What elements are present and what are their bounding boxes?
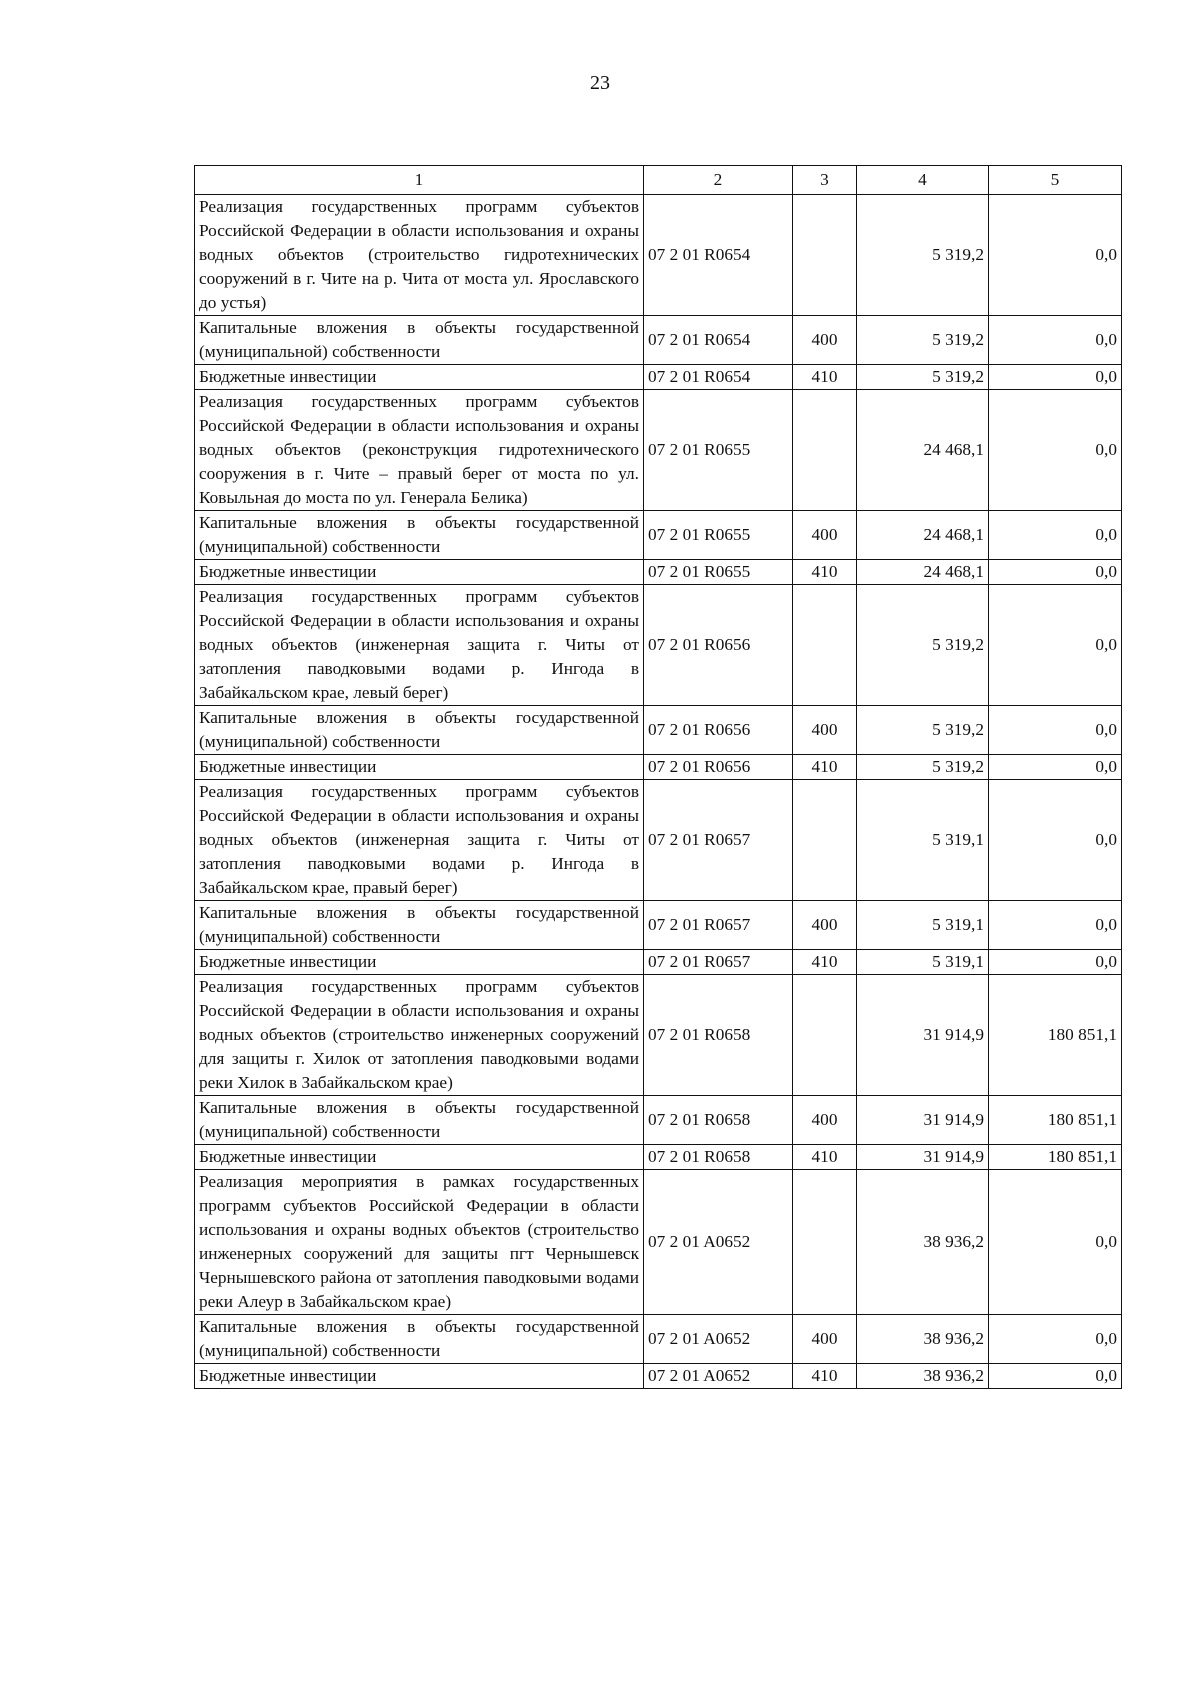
row-amount-col5: 180 851,1 [989,975,1122,1096]
row-description: Реализация государственных программ субъектов Российской Федерации в области использования и охраны водных объектов (реконструкция гидротехнического сооружения в г. Чите – правый берег от моста по ул. Ковыльная до моста по ул. Генерала Белика) [195,390,644,511]
table-row [195,1315,1122,1364]
row-description: Бюджетные инвестиции [195,950,644,975]
row-code: 07 2 01 R0656 [644,755,793,780]
row-amount-col4: 5 319,1 [857,950,989,975]
table-header-row [195,166,1122,195]
row-code: 07 2 01 R0655 [644,511,793,560]
table-row [195,390,1122,511]
row-code: 07 2 01 R0654 [644,316,793,365]
row-expense-type: 410 [793,365,857,390]
row-expense-type: 400 [793,511,857,560]
row-expense-type: 410 [793,950,857,975]
row-amount-col5: 0,0 [989,560,1122,585]
table-row [195,316,1122,365]
row-amount-col5: 0,0 [989,706,1122,755]
row-amount-col4: 5 319,2 [857,195,989,316]
column-header-1: 1 [195,166,644,195]
row-description: Капитальные вложения в объекты государственной (муниципальной) собственности [195,1315,644,1364]
row-description: Реализация государственных программ субъектов Российской Федерации в области использования и охраны водных объектов (инженерная защита г. Читы от затопления паводковыми водами р. Ингода в Забайкальском крае, правый берег) [195,780,644,901]
table-row [195,975,1122,1096]
row-amount-col4: 5 319,1 [857,901,989,950]
row-description: Капитальные вложения в объекты государственной (муниципальной) собственности [195,1096,644,1145]
row-amount-col4: 31 914,9 [857,1145,989,1170]
row-amount-col5: 0,0 [989,1315,1122,1364]
table-row [195,780,1122,901]
row-amount-col5: 0,0 [989,511,1122,560]
table-row [195,950,1122,975]
table-row [195,585,1122,706]
row-expense-type [793,390,857,511]
row-amount-col5: 0,0 [989,755,1122,780]
row-expense-type [793,585,857,706]
table-row [195,560,1122,585]
row-expense-type [793,1170,857,1315]
table-row [195,1170,1122,1315]
table-row [195,365,1122,390]
row-amount-col5: 0,0 [989,365,1122,390]
table-row [195,1364,1122,1389]
table-row [195,1096,1122,1145]
row-code: 07 2 01 R0656 [644,706,793,755]
row-expense-type: 400 [793,316,857,365]
row-description: Бюджетные инвестиции [195,1145,644,1170]
row-code: 07 2 01 R0655 [644,560,793,585]
row-description: Бюджетные инвестиции [195,560,644,585]
row-code: 07 2 01 A0652 [644,1170,793,1315]
row-code: 07 2 01 A0652 [644,1315,793,1364]
row-code: 07 2 01 R0655 [644,390,793,511]
row-description: Реализация государственных программ субъектов Российской Федерации в области использования и охраны водных объектов (инженерная защита г. Читы от затопления паводковыми водами р. Ингода в Забайкальском крае, левый берег) [195,585,644,706]
column-header-4: 4 [857,166,989,195]
row-expense-type: 410 [793,560,857,585]
row-code: 07 2 01 R0657 [644,901,793,950]
row-description: Реализация государственных программ субъектов Российской Федерации в области использования и охраны водных объектов (строительство гидротехнических сооружений в г. Чите на р. Чита от моста ул. Ярославского до устья) [195,195,644,316]
row-amount-col5: 180 851,1 [989,1145,1122,1170]
row-amount-col4: 5 319,2 [857,316,989,365]
row-amount-col4: 5 319,2 [857,365,989,390]
row-amount-col4: 24 468,1 [857,511,989,560]
row-amount-col5: 0,0 [989,780,1122,901]
table-row [195,195,1122,316]
row-description: Капитальные вложения в объекты государственной (муниципальной) собственности [195,706,644,755]
row-expense-type: 410 [793,755,857,780]
row-amount-col4: 5 319,2 [857,585,989,706]
row-amount-col4: 38 936,2 [857,1315,989,1364]
row-amount-col5: 0,0 [989,950,1122,975]
row-code: 07 2 01 R0654 [644,195,793,316]
row-amount-col5: 0,0 [989,901,1122,950]
row-amount-col4: 24 468,1 [857,560,989,585]
row-expense-type: 400 [793,1315,857,1364]
table-row [195,511,1122,560]
table-row [195,755,1122,780]
row-amount-col5: 0,0 [989,1364,1122,1389]
row-description: Бюджетные инвестиции [195,755,644,780]
row-expense-type: 410 [793,1145,857,1170]
row-amount-col4: 31 914,9 [857,975,989,1096]
row-code: 07 2 01 R0654 [644,365,793,390]
table-row [195,706,1122,755]
row-description: Бюджетные инвестиции [195,1364,644,1389]
row-code: 07 2 01 R0658 [644,975,793,1096]
table-row [195,901,1122,950]
table-body [195,195,1122,1389]
row-code: 07 2 01 R0656 [644,585,793,706]
row-amount-col4: 5 319,1 [857,780,989,901]
row-code: 07 2 01 R0658 [644,1145,793,1170]
page-number: 23 [590,72,610,94]
row-amount-col5: 0,0 [989,390,1122,511]
row-expense-type: 400 [793,1096,857,1145]
row-description: Реализация мероприятия в рамках государственных программ субъектов Российской Федерации в области использования и охраны водных объектов (строительство инженерных сооружений для защиты пгт Чернышевск Чернышевского района от затопления паводковыми водами реки Алеур в Забайкальском крае) [195,1170,644,1315]
row-expense-type: 410 [793,1364,857,1389]
row-amount-col4: 38 936,2 [857,1170,989,1315]
row-description: Капитальные вложения в объекты государственной (муниципальной) собственности [195,901,644,950]
row-amount-col5: 0,0 [989,195,1122,316]
row-code: 07 2 01 R0657 [644,950,793,975]
row-description: Капитальные вложения в объекты государственной (муниципальной) собственности [195,316,644,365]
row-description: Капитальные вложения в объекты государственной (муниципальной) собственности [195,511,644,560]
row-amount-col5: 0,0 [989,316,1122,365]
row-code: 07 2 01 R0657 [644,780,793,901]
row-amount-col5: 0,0 [989,585,1122,706]
row-amount-col4: 5 319,2 [857,755,989,780]
row-expense-type [793,780,857,901]
column-header-2: 2 [644,166,793,195]
row-code: 07 2 01 R0658 [644,1096,793,1145]
row-description: Реализация государственных программ субъектов Российской Федерации в области использования и охраны водных объектов (строительство инженерных сооружений для защиты г. Хилок от затопления паводковыми водами реки Хилок в Забайкальском крае) [195,975,644,1096]
row-amount-col4: 38 936,2 [857,1364,989,1389]
row-code: 07 2 01 A0652 [644,1364,793,1389]
column-header-3: 3 [793,166,857,195]
row-expense-type: 400 [793,706,857,755]
row-amount-col5: 0,0 [989,1170,1122,1315]
row-amount-col4: 24 468,1 [857,390,989,511]
row-description: Бюджетные инвестиции [195,365,644,390]
row-expense-type [793,975,857,1096]
row-expense-type: 400 [793,901,857,950]
row-amount-col4: 31 914,9 [857,1096,989,1145]
table-row [195,1145,1122,1170]
budget-table [194,165,1122,1389]
row-amount-col4: 5 319,2 [857,706,989,755]
row-expense-type [793,195,857,316]
row-amount-col5: 180 851,1 [989,1096,1122,1145]
column-header-5: 5 [989,166,1122,195]
